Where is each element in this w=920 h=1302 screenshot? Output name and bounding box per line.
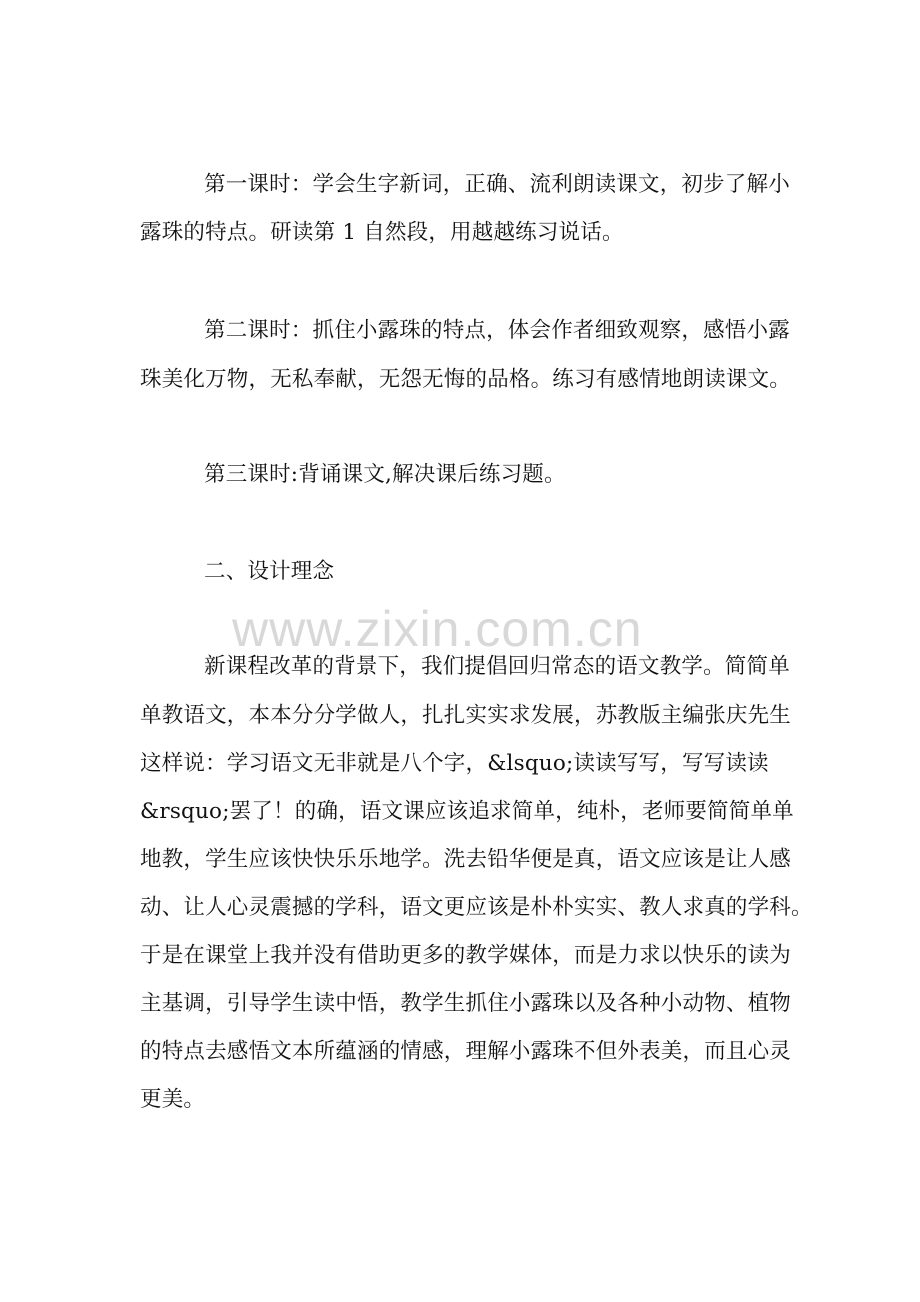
paragraph-line-6: 动、让人心灵震撼的学科，语文更应该是朴朴实实、教人求真的学科。	[140, 895, 813, 920]
paragraph-line-8: 主基调，引导学生读中悟，教学生抓住小露珠以及各种小动物、植物	[140, 991, 792, 1016]
paragraph-line-10: 更美。	[140, 1087, 206, 1112]
paragraph-line-1: 新课程改革的背景下，我们提倡回归常态的语文教学。简简单	[204, 654, 790, 679]
watermark-text: www.zixin.com.cn	[232, 601, 643, 657]
lesson-two-line-2: 珠美化万物，无私奉献，无怨无悔的品格。练习有感情地朗读课文。	[140, 367, 792, 392]
paragraph-line-5: 地教，学生应该快快乐乐地学。洗去铅华便是真，语文应该是让人感	[140, 847, 792, 872]
lesson-one-line-1: 第一课时：学会生字新词，正确、流利朗读课文，初步了解小	[204, 172, 790, 197]
paragraph-line-4: &rsquo;罢了！的确，语文课应该追求简单，纯朴，老师要简简单单	[140, 799, 794, 824]
lesson-three-line: 第三课时:背诵课文,解决课后练习题。	[204, 462, 566, 487]
paragraph-line-9: 的特点去感悟文本所蕴涵的情感，理解小露珠不但外表美，而且心灵	[140, 1039, 792, 1064]
paragraph-line-7: 于是在课堂上我并没有借助更多的教学媒体，而是力求以快乐的读为	[140, 943, 792, 968]
lesson-two-line-1: 第二课时：抓住小露珠的特点，体会作者细致观察，感悟小露	[204, 318, 790, 343]
lesson-one-line-2: 露珠的特点。研读第 1 自然段，用越越练习说话。	[140, 220, 624, 245]
paragraph-line-2: 单教语文，本本分分学做人，扎扎实实求发展，苏教版主编张庆先生	[140, 703, 792, 728]
paragraph-line-3: 这样说：学习语文无非就是八个字，&lsquo;读读写写，写写读读	[140, 751, 769, 776]
section-heading: 二、设计理念	[204, 559, 335, 584]
